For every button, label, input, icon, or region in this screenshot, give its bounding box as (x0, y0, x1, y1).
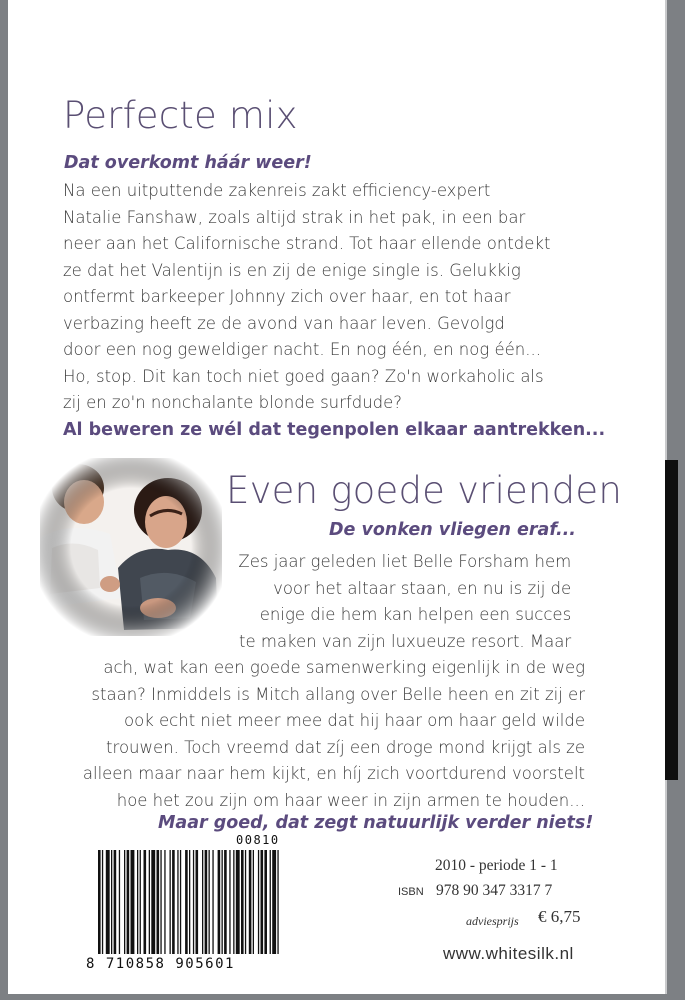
barcode-bar (261, 850, 264, 954)
book1-tagline: Dat overkomt háár weer! (64, 153, 312, 173)
barcode-bar (222, 850, 223, 954)
book2-blurb-line: ook echt niet meer mee dat hij haar om haar geld wilde (124, 711, 585, 730)
barcode-bar (185, 850, 188, 954)
barcode-bars (98, 850, 324, 954)
barcode-bar (170, 850, 171, 954)
book2-closing: Maar goed, dat zegt natuurlijk verder niets! (158, 813, 594, 833)
barcode-bar (111, 850, 112, 954)
year-period: 2010 - periode 1 - 1 (435, 857, 558, 874)
book1-blurb-line: neer aan het Californische strand. Tot haar ellende ontdekt (63, 234, 551, 253)
barcode-bar (144, 850, 147, 954)
barcode-bar (258, 850, 259, 954)
book1-closing: Al beweren ze wél dat tegenpolen elkaar aantrekken... (63, 420, 606, 440)
barcode-bar (177, 850, 178, 954)
barcode-bar (106, 850, 110, 954)
barcode-bar (224, 850, 227, 954)
barcode-bar (151, 850, 155, 954)
spine-shadow (665, 460, 678, 780)
barcode-bar (245, 850, 246, 954)
book2-blurb-line: enige die hem kan helpen een succes (259, 605, 572, 624)
book1-blurb-line: ze dat het Valentijn is en zij de enige single is. Gelukkig (63, 260, 521, 280)
barcode-bar (212, 850, 213, 954)
book2-blurb-line: trouwen. Toch vreemd dat zíj een droge mond krijgt als ze (106, 737, 585, 757)
price: € 6,75 (538, 907, 581, 926)
barcode (86, 833, 326, 976)
book2-blurb-line: te maken van zijn luxueuze resort. Maar (239, 631, 572, 651)
barcode-bar (270, 850, 271, 954)
barcode-bar (149, 850, 150, 954)
barcode-bar (229, 850, 230, 954)
barcode-bar (236, 850, 240, 954)
barcode-bar (164, 850, 165, 954)
barcode-bar (157, 850, 160, 954)
book2-blurb-line: Zes jaar geleden liet Belle Forsham hem (238, 552, 572, 571)
barcode-bar (137, 850, 138, 954)
barcode-bar (140, 850, 141, 954)
book2-blurb-line: alleen maar naar hem kijkt, en híj zich voortdurend voorstelt (82, 764, 585, 783)
barcode-bar (124, 850, 125, 954)
barcode-bar (127, 850, 130, 954)
book2-blurb-line: voor het altaar staan, en nu is zij de (273, 578, 572, 598)
book1-blurb-line: zij en zo'n nonchalante blonde surfdude? (63, 393, 403, 412)
book2-blurb-top (233, 549, 571, 655)
barcode-bar (277, 850, 278, 954)
barcode-bar (98, 850, 101, 954)
barcode-bar (196, 850, 199, 954)
barcode-bar (233, 850, 234, 954)
barcode-bar (202, 850, 203, 954)
book1-blurb-line: Ho, stop. Dit kan toch niet goed gaan? Zo'n workaholic als (63, 366, 544, 386)
price-label: adviesprijs (466, 914, 519, 928)
book2-blurb-line: staan? Inmiddels is Mitch allang over Belle heen en zit zij er (91, 684, 585, 704)
barcode-bar (180, 850, 181, 954)
book1-blurb-line: ontfermt barkeeper Johnny zich over haar, en tot haar (63, 287, 511, 306)
book1-blurb-line: Natalie Fanshaw, zoals altijd strak in het pak, in een bar (63, 207, 526, 227)
book1-blurb (63, 178, 550, 417)
barcode-bar (102, 850, 103, 954)
barcode-bar (253, 850, 254, 954)
website-link[interactable]: www.whitesilk.nl (443, 944, 574, 963)
barcode-bar (264, 850, 267, 954)
back-cover (8, 0, 665, 994)
barcode-bar (205, 850, 208, 954)
barcode-bar (189, 850, 190, 954)
book2-blurb-line: hoe het zou zijn om haar weer in zijn armen te houden... (116, 790, 585, 810)
barcode-bar (241, 850, 244, 954)
book1-title: Perfecte mix (63, 94, 298, 137)
isbn-label: ISBN (398, 886, 424, 898)
barcode-bar (172, 850, 175, 954)
book2-title: Even goede vrienden (226, 469, 622, 512)
barcode-bar (131, 850, 135, 954)
book1-blurb-line: Na een uitputtende zakenreis zakt efficiency-expert (63, 181, 491, 200)
barcode-bar (249, 850, 252, 954)
barcode-bar (209, 850, 210, 954)
barcode-bar (119, 850, 120, 954)
couple-photo (40, 458, 222, 636)
barcode-bar (272, 850, 276, 954)
barcode-bar (160, 850, 161, 954)
barcode-top-number: 00810 (236, 833, 280, 847)
book1-blurb-line: door een nog geweldiger nacht. En nog één, en nog één... (63, 340, 542, 359)
barcode-bar (114, 850, 117, 954)
barcode-bar (218, 850, 221, 954)
book2-blurb-bottom (63, 655, 585, 814)
book1-blurb-line: verbazing heeft ze de avond van haar leven. Gevolgd (63, 313, 505, 333)
book2-tagline: De vonken vliegen eraf... (329, 520, 576, 540)
barcode-bottom-number: 8 710858 905601 (86, 956, 235, 972)
book2-blurb-line: ach, wat kan een goede samenwerking eigenlijk in de weg (103, 658, 585, 677)
isbn-number: 978 90 347 3317 7 (436, 882, 553, 899)
barcode-bar (193, 850, 194, 954)
